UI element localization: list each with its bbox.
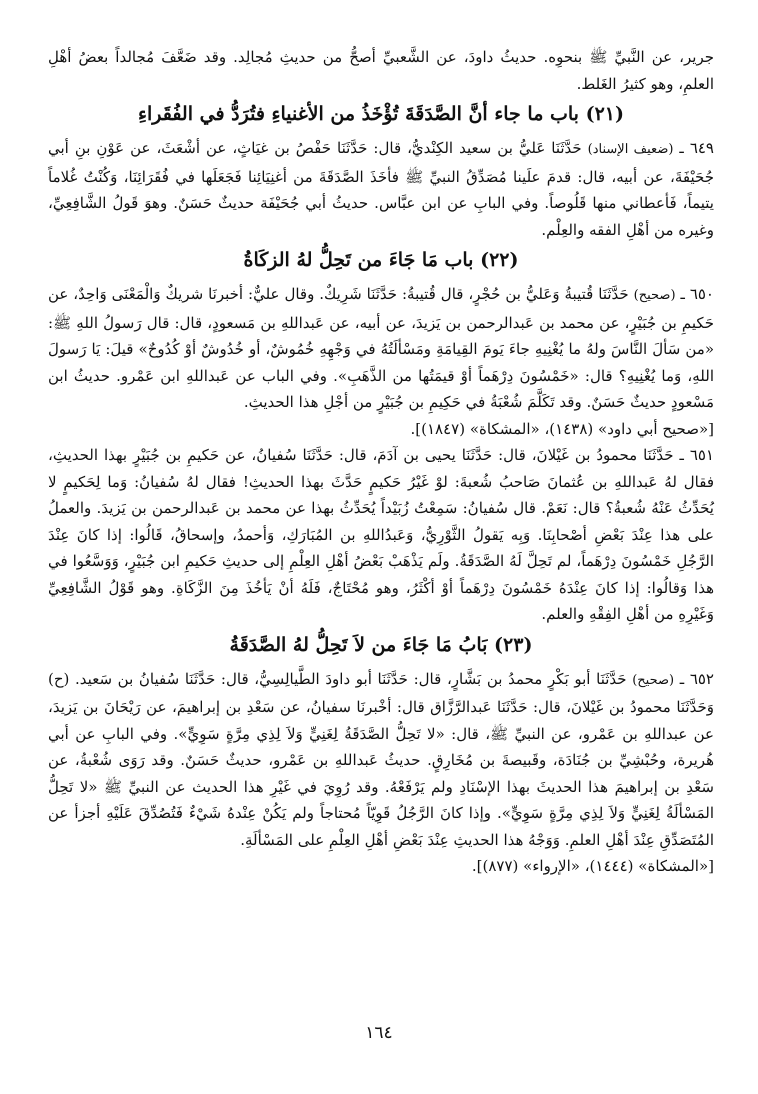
hadith-body bbox=[48, 135, 714, 243]
section-21 bbox=[48, 99, 714, 243]
hadith-number: ٦٥١ ـ bbox=[679, 446, 714, 464]
hadith-body bbox=[48, 666, 714, 854]
intro-paragraph bbox=[48, 44, 714, 97]
hadith-body bbox=[48, 281, 714, 416]
hadith-number: ٦٥٢ ـ bbox=[679, 669, 714, 688]
hadith-body bbox=[48, 442, 714, 628]
chapter-heading-22: (٢٢) باب مَا جَاءَ من تَحِلُّ لهُ الزكَاةُ bbox=[243, 249, 519, 271]
chapter-heading-23: (٢٣) بَابُ مَا جَاءَ من لاَ تَحِلُّ لهُ الصَّدَقَةُ bbox=[229, 633, 533, 656]
hadith-652 bbox=[48, 666, 714, 880]
hadith-grade: (صحيح) bbox=[633, 288, 676, 303]
chapter-heading-21: (٢١) باب ما جاء أنَّ الصَّدَقَةَ تُؤْخَذُ من الأغنياءِ فتُرَدُّ في الفُقَراءِ bbox=[138, 103, 624, 125]
hadith-649 bbox=[48, 135, 714, 243]
hadith-text: حَدَّثَنَا قُتيبةُ وَعَليُّ بن حُجْرٍ، قال قُتيبةُ: حَدَّثَنَا شَرِيكٌ. وقال عليٌّ: أخبرنَا شريكٌ وَالْمَعْنَى وَاحِدٌ، عن حَكيمِ بن جُبَيْرٍ، عن محمد بن عَبدالرحمن بن يَزيدَ، عن أبيه، عن عَبداللهِ بن مَسعودٍ، قال: قال رَسولُ اللهِ ﷺ: «من سَألَ النَّاسَ ولهُ ما يُغْنِيهِ جاءَ يَومَ القِيامَةِ ومَسْألَتُهُ في وَجْهِهِ خُمُوشٌ، أو خُدُوشٌ أوْ كُدُوحٌ» قيلَ: يَا رَسولَ اللهِ، وَما يُغْنِيهِ؟ قال: «خَمْسُونَ دِرْهَماً أوْ قيمَتُها من الذَّهَبِ». وفي الباب عن عَبداللهِ ابن عَمْرو. حديثُ ابن مَسْعودٍ حديثٌ حَسَنٌ. وقد تَكَلَّمَ شُعْبَةُ في حَكِيمِ بن جُبَيْرٍ من أجْلِ هذا الحديثِ. bbox=[48, 285, 714, 411]
hadith-number: ٦٤٩ ـ bbox=[679, 139, 714, 157]
hadith-text: حَدَّثَنَا محمودُ بن غَيْلانَ، قال: حَدَّثَنَا يحيى بن آدَمَ، قال: حَدَّثَنَا سُفيانُ، عن حَكيمِ بن جُبَيْرٍ بهذا الحديثِ، فقال لهُ عَبداللهِ بن عُثمانَ صَاحبُ شُعبةَ: لوْ غَيْرُ حَكيمٍ حَدَّثَ بهذا الحديثِ! فقال لهُ سُفيانُ: وَما لِحَكيمٍ لا يُحَدِّثُ عَنْهُ شُعبةُ؟ قال: نَعَمْ. قال سُفيانُ: سَمِعْتُ زُبَيْداً يُحَدِّثُ بهذا عن محمد بن عَبدالرحمن بن يَزيدَ. والعملُ على هذا عِنْدَ بَعْضِ أصْحابِنَا. وَبِه يَقولُ الثَّوْرِيُّ، وَعَبدُاللهِ بن المُبَارَكِ، وَأحمدُ، وإسحاقُ، قَالُوا: إذا كانَ عِنْدَ الرَّجُلِ خَمْسُونَ دِرْهَماً، لم تَحِلَّ لَهُ الصَّدَقَةُ. ولَم يَذْهَبْ بَعْضُ أهْلِ العِلْمِ إلى حديثِ حَكيمِ ابن جُبَيْرٍ، وَوَسَّعُوا في هذا وَقالُوا: إذا كانَ عِنْدَهُ خَمْسُونَ دِرْهَماً أوْ أكْثَرُ، وهو مُحْتَاجٌ، فَلَهُ أنْ يَأخُذَ مِنَ الزَّكَاةِ. وهو قَوْلُ الشَّافِعِيِّ وَغَيْرِهِ من أهْلِ الفِقْهِ والعلم. bbox=[48, 446, 714, 623]
hadith-651 bbox=[48, 442, 714, 628]
section-22 bbox=[48, 245, 714, 628]
hadith-reference: [«المشكاة» (١٤٤٤)، «الإرواء» (٨٧٧)]. bbox=[471, 857, 714, 875]
page-number: ١٦٤ bbox=[365, 1023, 393, 1043]
section-23 bbox=[48, 630, 714, 880]
hadith-grade: (صحيح) bbox=[632, 672, 675, 688]
hadith-reference: [«صحيح أبي داود» (١٤٣٨)، «المشكاة» (١٨٤٧)]. bbox=[410, 419, 714, 438]
hadith-650 bbox=[48, 281, 714, 442]
hadith-number: ٦٥٠ ـ bbox=[680, 285, 714, 303]
hadith-text: حَدَّثَنَا أبو بَكْرٍ محمدُ بن بَشَّارٍ، قال: حَدَّثَنَا أبو داودَ الطَّيالِسِيُّ، قال: حَدَّثَنَا سُفيانُ بن سَعيد. (ح) وَحَدَّثَنَا محمودُ بن غَيْلانَ، قال: حَدَّثَنَا عَبدالرَّزَّاق قال: أخْبرنَا سفيانُ، عن سَعْدِ بن إبراهيمَ، عن رَيْحَانَ بن يَزيدَ، عن عبداللهِ بن عَمْرو، عن النبيِّ ﷺ، قال: «لا تَحِلُّ الصَّدَقَةُ لِغَنِيٍّ وَلاَ لِذِي مِرَّةٍ سَوِيٍّ». وفي البابِ عن أبي هُريرة، وحُبْشِيِّ بن جُنَادَة، وقَبيصةَ بن مُخَارِقٍ. حديثُ عَبداللهِ بن عَمْرو، حديثٌ حَسَنٌ. وقد رَوَى شُعْبةُ، عن سَعْدِ بن إبراهيمَ هذا الحديثَ بهذا الإسْنَادِ ولم يَرْفَعْهُ. وقد رُوِيَ في غَيْرِ هذا الحديث عن النبيِّ ﷺ «لا تَحِلُّ المَسْألَةُ لِغَنِيٍّ وَلاَ لِذِي مِرَّةٍ سَوِيٍّ». وإذا كانَ الرَّجُلُ قَوِيّاً مُحتاجاً ولم يَكُنْ عِنْدهُ شَيْءٌ فَتُصُدِّقَ عَلَيْهِ أجزأ عن المُتَصَدِّقِ عِنْدَ أهْلِ العلمِ. وَوَجْهُ هذا الحديثِ عِنْدَ بَعْضِ أهْلِ العِلْمِ على المَسْألَةِ. bbox=[48, 669, 714, 849]
hadith-grade: (ضعيف الإسناد) bbox=[587, 142, 674, 157]
hadith-text: حَدَّثَنَا عَليُّ بن سعيد الكِنْديُّ، قال: حَدَّثَنَا حَفْصُ بن غيَاثٍ، عن أشْعَثَ، عن عَوْنِ بنِ أبي جُحَيْفَةَ، عن أبيه، قال: قدمَ علَينا مُصَدِّقُ النبيِّ ﷺ فأخَذَ الصَّدَقَةَ من أغنِيَائِنا فَجَعَلَها في فُقَرَائِنَا، وَكُنْتُ غُلاماً يتيماً، فَأعطاني منها قَلُوصاً. وفي البابِ عن ابن عبَّاس. حديثُ أبي جُحَيْفَة حديثٌ حَسَنٌ. وهوَ قَولُ الشَّافِعِيِّ، وغيره من أهْلِ الفقه والعِلْم. bbox=[48, 139, 714, 239]
intro-text: جرير، عن النَّبيِّ ﷺ بنحوِه. حديثُ داودَ، عن الشَّعبيِّ أصحُّ من حديثِ مُجالِد. وقد ضَعَّفَ مُجالداً بعضُ أهْلِ العلمِ، وهو كثيرُ الغَلط. bbox=[48, 48, 714, 93]
